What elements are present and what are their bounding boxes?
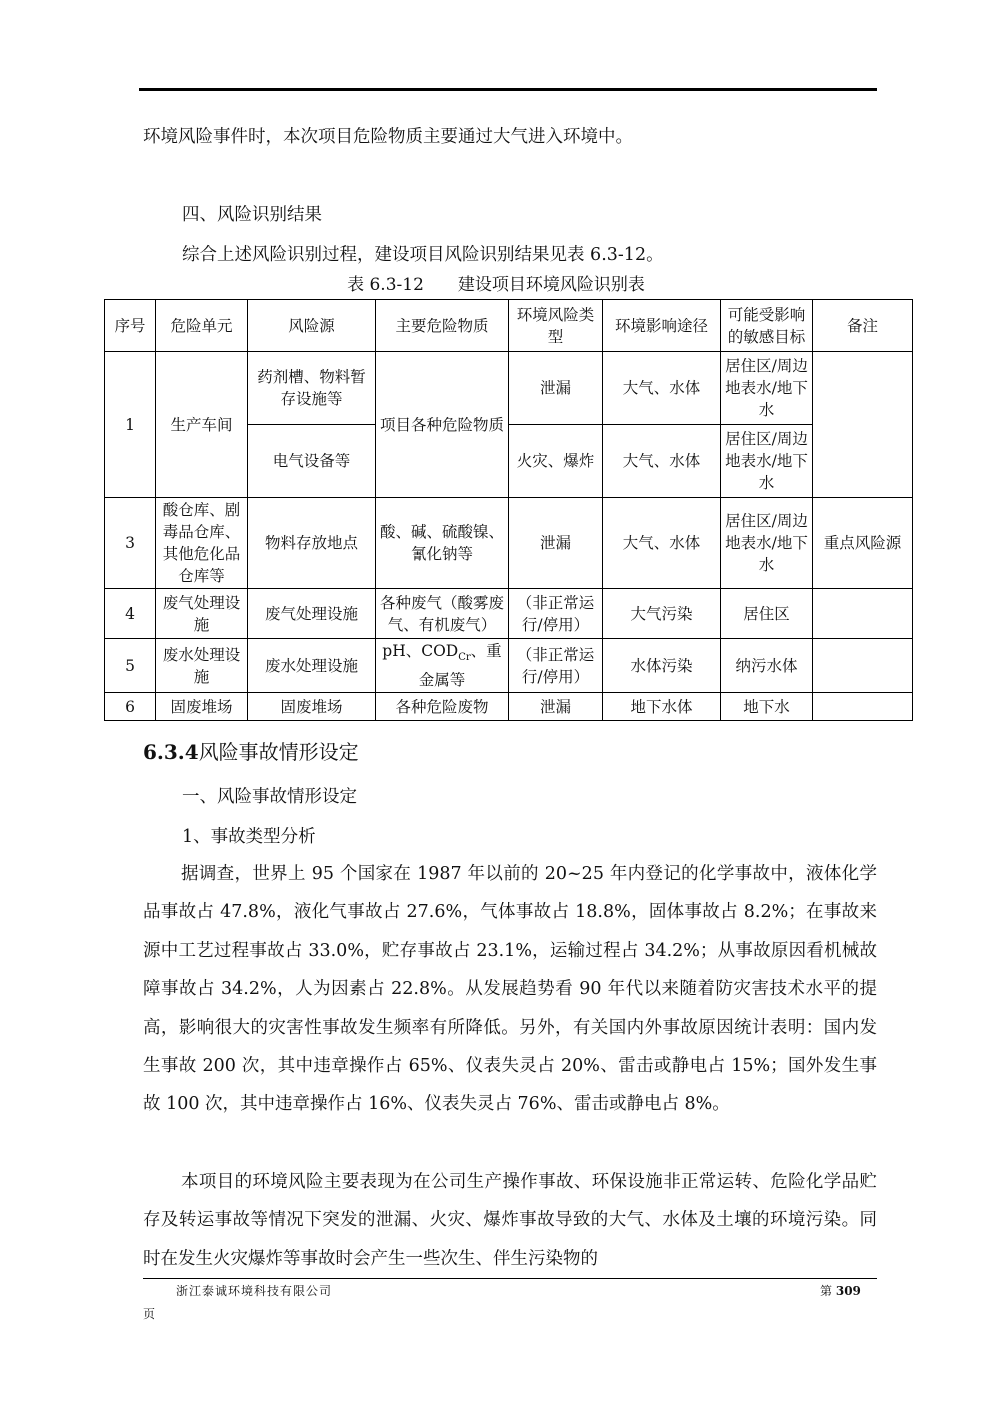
cell-target: 居住区/周边地表水/地下水 xyxy=(721,425,813,498)
header-cell: 可能受影响的敏感目标 xyxy=(721,300,813,352)
cell-source: 药剂槽、物料暂存设施等 xyxy=(248,352,376,425)
footer-page-suffix: 页 xyxy=(143,1307,156,1321)
section-number: 6.3.4 xyxy=(143,740,199,764)
cell-note xyxy=(813,639,913,693)
cell-type: 泄漏 xyxy=(509,693,603,721)
section-four-heading: 四、风险识别结果 xyxy=(182,205,322,225)
cell-target: 居住区 xyxy=(721,589,813,639)
table-row xyxy=(105,693,913,721)
cell-no: 3 xyxy=(105,498,156,589)
cell-path: 水体污染 xyxy=(603,639,721,693)
header-cell: 主要危险物质 xyxy=(376,300,509,352)
footer-page-number xyxy=(820,1282,861,1299)
cell-note xyxy=(813,352,913,498)
footer-company: 浙江泰诚环境科技有限公司 xyxy=(176,1284,333,1298)
intro-line: 环境风险事件时，本次项目危险物质主要通过大气进入环境中。 xyxy=(143,127,633,147)
cell-path: 大气污染 xyxy=(603,589,721,639)
footer-page-prefix: 第 xyxy=(820,1284,833,1298)
cell-note xyxy=(813,589,913,639)
cell-unit: 废气处理设施 xyxy=(156,589,248,639)
cell-target: 居住区/周边地表水/地下水 xyxy=(721,498,813,589)
cell-no: 4 xyxy=(105,589,156,639)
cell-source: 固废堆场 xyxy=(248,693,376,721)
cell-source: 物料存放地点 xyxy=(248,498,376,589)
sub-heading-1: 一、风险事故情形设定 xyxy=(182,787,357,807)
cell-path: 大气、水体 xyxy=(603,498,721,589)
cell-unit: 固废堆场 xyxy=(156,693,248,721)
cell-substance: 酸、碱、硫酸镍、氰化钠等 xyxy=(376,498,509,589)
header-cell: 环境风险类型 xyxy=(509,300,603,352)
header-cell: 序号 xyxy=(105,300,156,352)
cell-unit: 生产车间 xyxy=(156,352,248,498)
substance-subscript: Cr xyxy=(458,652,471,664)
footer-rule xyxy=(143,1278,877,1279)
sub-heading-2: 1、事故类型分析 xyxy=(182,827,316,847)
table-header-row xyxy=(105,300,913,352)
cell-type: 火灾、爆炸 xyxy=(509,425,603,498)
header-cell: 风险源 xyxy=(248,300,376,352)
footer-page-value: 309 xyxy=(835,1284,861,1298)
cell-no: 1 xyxy=(105,352,156,498)
cell-substance: 各种废气（酸雾废气、有机废气） xyxy=(376,589,509,639)
cell-path: 大气、水体 xyxy=(603,352,721,425)
table-caption xyxy=(0,270,992,300)
header-cell: 环境影响途径 xyxy=(603,300,721,352)
table-caption-title: 建设项目环境风险识别表 xyxy=(457,275,645,295)
substance-prefix: pH、COD xyxy=(382,642,459,660)
cell-no: 6 xyxy=(105,693,156,721)
cell-substance: 项目各种危险物质 xyxy=(376,352,509,498)
cell-source: 废气处理设施 xyxy=(248,589,376,639)
section-four-summary: 综合上述风险识别过程，建设项目风险识别结果见表 6.3-12。 xyxy=(182,245,664,265)
paragraph-project-risk: 本项目的环境风险主要表现为在公司生产操作事故、环保设施非正常运转、危险化学品贮存及转运事故等情况下突发的泄漏、火灾、爆炸事故导致的大气、水体及土壤的环境污染。同时在发生火灾爆炸等事故时会产生一些次生、伴生污染物的 xyxy=(143,1172,877,1269)
cell-note xyxy=(813,693,913,721)
cell-target: 居住区/周边地表水/地下水 xyxy=(721,352,813,425)
header-rule xyxy=(139,88,877,91)
cell-target: 地下水 xyxy=(721,693,813,721)
substance-suffix: 、重金属等 xyxy=(418,642,502,690)
cell-type: 泄漏 xyxy=(509,498,603,589)
cell-path: 地下水体 xyxy=(603,693,721,721)
table-caption-number: 表 6.3-12 xyxy=(347,275,424,295)
paragraph-accident-statistics: 据调查，世界上 95 个国家在 1987 年以前的 20~25 年内登记的化学事故中，液体化学品事故占 47.8%，液化气事故占 27.6%，气体事故占 18.8%，固体事故占 8.2%；在事故来源中工艺过程事故占 33.0%，贮存事故占 23.1%，运输过程占 34.2%；从事故原因看机械故障事故占 34.2%，人为因素占 22.8%。从发展趋势看 90 年代以来随着防灾害技术水平的提高，影响很大的灾害性事故发生频率有所降低。另外，有关国内外事故原因统计表明：国内发生事故 200 次，其中违章操作占 65%、仪表失灵占 20%、雷击或静电占 15%；国外发生事故 100 次，其中违章操作占 16%、仪表失灵占 76%、雷击或静电占 8%。 xyxy=(143,864,877,1115)
table-row xyxy=(105,498,913,589)
section-title-text: 风险事故情形设定 xyxy=(198,740,359,764)
header-cell: 备注 xyxy=(813,300,913,352)
cell-type: 泄漏 xyxy=(509,352,603,425)
header-cell: 危险单元 xyxy=(156,300,248,352)
section-title xyxy=(143,735,359,769)
cell-type: （非正常运行/停用） xyxy=(509,589,603,639)
table-row xyxy=(105,639,913,693)
cell-unit: 酸仓库、剧毒品仓库、其他危化品仓库等 xyxy=(156,498,248,589)
cell-unit: 废水处理设施 xyxy=(156,639,248,693)
cell-target: 纳污水体 xyxy=(721,639,813,693)
table-row xyxy=(105,589,913,639)
cell-note: 重点风险源 xyxy=(813,498,913,589)
risk-identification-table xyxy=(104,299,913,721)
cell-type: （非正常运行/停用） xyxy=(509,639,603,693)
table-row xyxy=(105,352,913,425)
cell-source: 电气设备等 xyxy=(248,425,376,498)
cell-path: 大气、水体 xyxy=(603,425,721,498)
cell-no: 5 xyxy=(105,639,156,693)
cell-source: 废水处理设施 xyxy=(248,639,376,693)
cell-substance: 各种危险废物 xyxy=(376,693,509,721)
cell-substance xyxy=(376,639,509,693)
